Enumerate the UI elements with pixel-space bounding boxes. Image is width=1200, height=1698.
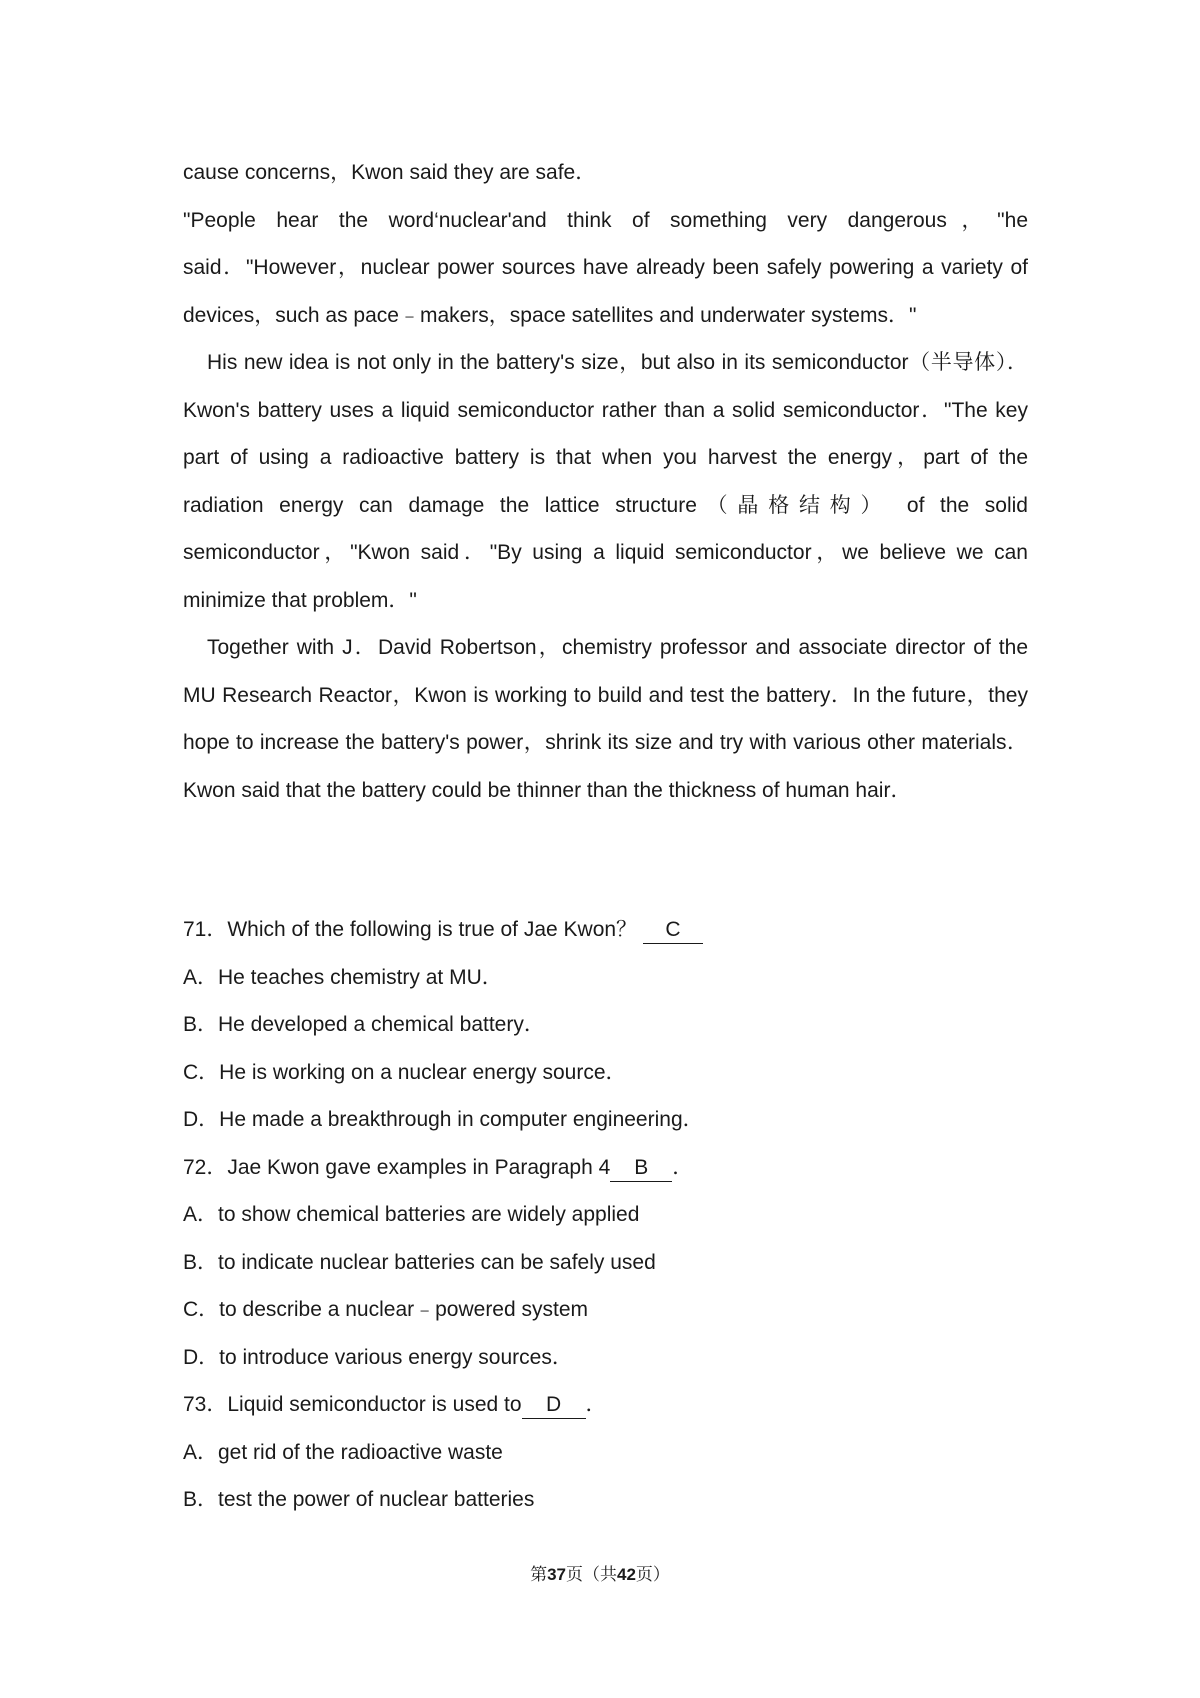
question-73-stem: 73．Liquid semiconductor is used to D ．: [183, 1381, 1028, 1429]
option-b: B．to indicate nuclear batteries can be safely used: [183, 1250, 656, 1274]
passage-paragraph: cause concerns，Kwon said they are safe．: [183, 161, 597, 184]
question-stem-text: 72．Jae Kwon gave examples in Paragraph 4: [183, 1155, 611, 1179]
passage-paragraph: "People hear the word‘nuclear'and think of something very dangerous，"he said．"However，nuclear power sources have already been safely powering a variety of devices，such as pace﹣makers，space satellites and underwater systems．": [183, 208, 1028, 327]
page-footer: 第37页（共42页）: [530, 1565, 670, 1585]
question-71-stem: [183, 906, 1028, 954]
passage-paragraph: Together with J．David Robertson，chemistry professor and associate director of the MU Research Reactor，Kwon is working to build and test the battery．In the future，they hope to increase the battery's power，shrink its size and try with various other materials．Kwon said that the battery could be thinner than the thickness of human hair．: [183, 636, 1028, 802]
answer-blank: B: [610, 1155, 672, 1182]
question-stem-text: 71．Which of the following is true of Jae Kwon？: [183, 918, 638, 941]
option-a: A．to show chemical batteries are widely applied: [183, 1203, 640, 1226]
page-number: 37: [547, 1565, 566, 1584]
answer-blank: D: [522, 1392, 586, 1419]
option-d: D．He made a breakthrough in computer engineering．: [183, 1108, 704, 1131]
question-list: [183, 906, 1028, 1524]
option-b: B．test the power of nuclear batteries: [183, 1488, 535, 1511]
reading-passage: [183, 149, 1028, 814]
option-d: D．to introduce various energy sources．: [183, 1345, 573, 1369]
page-total: 42: [617, 1565, 636, 1584]
passage-paragraph: His new idea is not only in the battery's size，but also in its semiconductor（半导体）．Kwon's battery uses a liquid semiconductor rather than a solid semiconductor．"The key part of using a radioactive battery is that when you harvest the energy，part of the radiation energy can damage the lattice structure（晶格结构） of the solid semiconductor，"Kwon said．"By using a liquid semiconductor，we believe we can minimize that problem．": [183, 351, 1028, 612]
question-72-stem: 72．Jae Kwon gave examples in Paragraph 4 B ．: [183, 1144, 1028, 1192]
option-a: A．get rid of the radioactive waste: [183, 1440, 503, 1464]
answer-blank: C: [643, 917, 703, 944]
option-b: B．He developed a chemical battery．: [183, 1013, 545, 1036]
question-stem-text: 73．Liquid semiconductor is used to: [183, 1393, 522, 1416]
option-c: C．He is working on a nuclear energy source．: [183, 1060, 627, 1084]
option-a: A．He teaches chemistry at MU．: [183, 965, 503, 989]
option-c: C．to describe a nuclear﹣powered system: [183, 1298, 589, 1321]
